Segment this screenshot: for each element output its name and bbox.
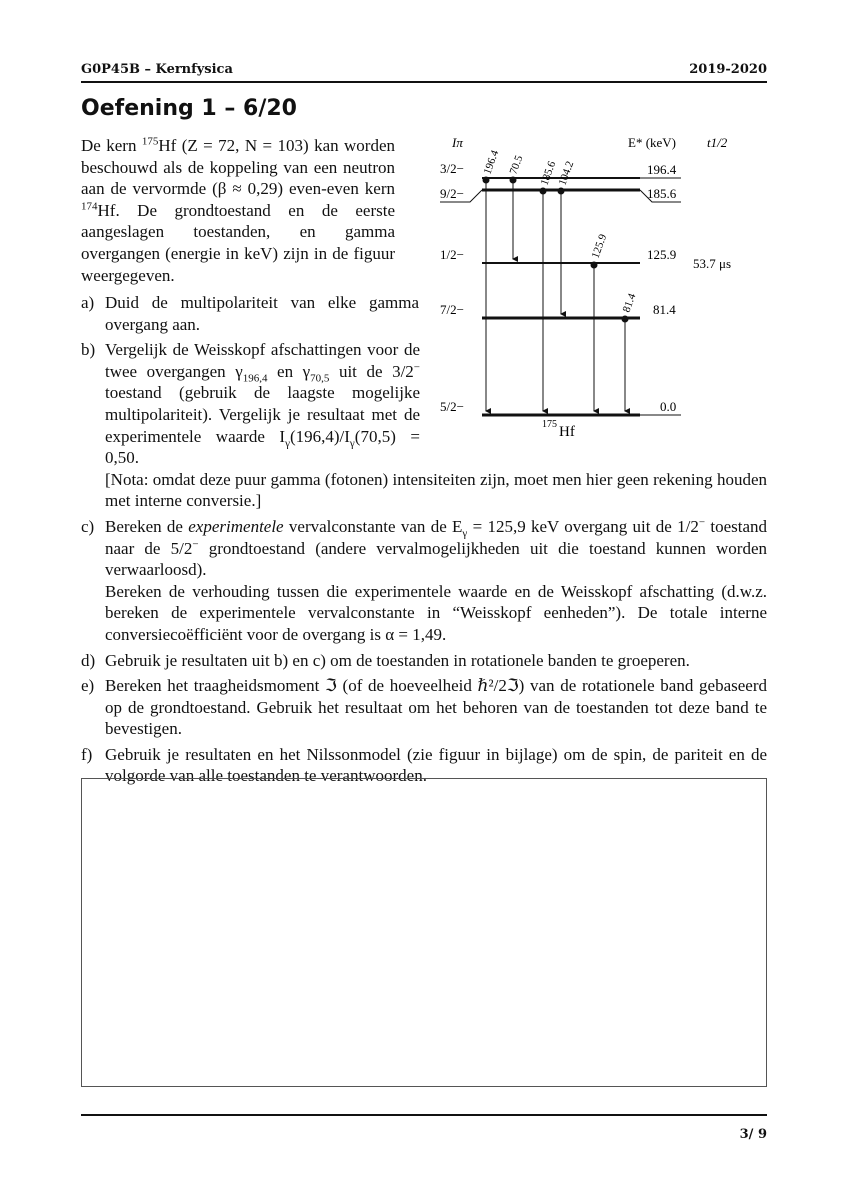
energy-label-0-0: 0.0 bbox=[660, 399, 677, 414]
footer-rule bbox=[81, 1114, 767, 1116]
intro-paragraph: De kern $^{175}$Hf (Z = 72, N = 103) kan worden beschouwd als de koppeling van een neutron aan de vervormde (β ≈ 0,29) even-even kern $^{174}$Hf. De grondtoestand en de eerste aangeslagen toestanden, en gamma overgangen (energie in keV) zijn in de figuur weergegeven. bbox=[81, 135, 396, 285]
spin-label-3-2: 3/2− bbox=[440, 161, 464, 176]
energy-label-196-4: 196.4 bbox=[647, 162, 677, 177]
course-code-header: G0P45B – Kernfysica bbox=[81, 62, 233, 77]
answer-box[interactable] bbox=[81, 778, 767, 1087]
question-d: d) Gebruik je resultaten uit b) en c) om de toestanden in rotationele banden te groeperen. bbox=[81, 650, 690, 670]
exercise-title: Oefening 1 – 6/20 bbox=[81, 96, 297, 121]
question-b-note: [Nota: omdat deze puur gamma (fotonen) intensiteiten zijn, moet men hier geen rekening houden met interne conversie.] bbox=[105, 469, 767, 511]
question-a: a) Duid de multipolariteit van elke gamma overgang aan. bbox=[81, 293, 419, 334]
energy-column-header: E* (keV) bbox=[628, 135, 677, 150]
spin-label-5-2: 5/2− bbox=[440, 399, 464, 414]
spin-label-1-2: 1/2− bbox=[440, 247, 464, 262]
energy-label-185-6: 185.6 bbox=[647, 186, 677, 201]
halflife-label-1-2: 53.7 μs bbox=[693, 256, 732, 271]
halflife-column-header: t1/2 bbox=[707, 135, 728, 150]
transition-label-196-4: 196.4 bbox=[481, 148, 502, 177]
question-e: e) Bereken het traagheidsmoment ℑ (of de hoeveelheid ℏ²/2ℑ) van de rotationele band gebaseerd op de grondtoestand. Gebruik het resultaat om het behoren van de toestanden tot deze band te bevestigen. bbox=[81, 676, 767, 739]
page-number: 3/ 9 bbox=[739, 1127, 767, 1142]
energy-label-81-4: 81.4 bbox=[653, 302, 676, 317]
academic-year-header: 2019-2020 bbox=[689, 62, 767, 77]
energy-label-125-9: 125.9 bbox=[647, 247, 677, 262]
question-list bbox=[81, 292, 767, 791]
spin-column-header: Iπ bbox=[452, 135, 463, 150]
spin-label-9-2: 9/2− bbox=[440, 186, 464, 201]
header-rule bbox=[81, 81, 767, 83]
spin-label-7-2: 7/2− bbox=[440, 302, 464, 317]
nucleus-label: Hf bbox=[559, 424, 575, 440]
nucleus-mass-label: 175 bbox=[542, 419, 557, 430]
question-f: f) Gebruik je resultaten en het Nilssonmodel (zie figuur in bijlage) om de spin, de pariteit en de volgorde van alle toestanden te verantwoorden. bbox=[81, 744, 767, 786]
question-b: b) Vergelijk de Weisskopf afschattingen voor de twee overgangen $\gamma_{196,4}$ en $\gamma_{70,5}$ uit de 3/2− toestand (gebruik de laagste mogelijke multipolariteit). Vergelijk je resultaat met de experimentele waarde $I_\gamma(196,4)/I_\gamma(70,5) = 0,50$. [Nota: omdat deze puur gamma (fotonen) intensiteiten zijn, moet men hier geen rekening houden met interne conversie.] bbox=[81, 340, 767, 511]
transition-label-104-2: 104.2 bbox=[556, 159, 577, 188]
transition-label-70-5: 70.5 bbox=[507, 153, 526, 177]
transition-label-125-9: 125.9 bbox=[589, 232, 610, 261]
transition-label-185-6: 185.6 bbox=[538, 159, 559, 188]
transition-label-81-4: 81.4 bbox=[620, 291, 639, 315]
question-c: c) Bereken de experimentele vervalconstante van de $E_\gamma = 125,9$ keV overgang uit de 1/2− toestand naar de 5/2− grondtoestand (andere vervalmogelijkheden uit die toestand kunnen worden verwaarloosd). Bereken de verhouding tussen die experimentele waarde en de Weisskopf afschatting (d.w.z. bereken de experimentele vervalconstante in “Weisskopf eenheden”). De totale interne conversiecoëfficiënt voor de overgang is α = 1,49. bbox=[81, 516, 768, 644]
